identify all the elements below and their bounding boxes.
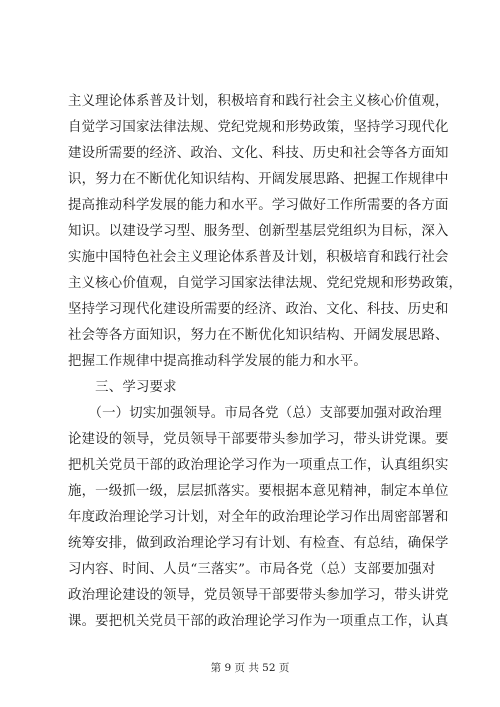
section-heading: 三、学习要求	[68, 380, 177, 395]
body-text-line: 主义理论体系普及计划，积极培育和践行社会主义核心价值观，	[68, 94, 449, 109]
body-text-line: 主义核心价值观，自觉学习国家法律法规、党纪党规和形势政策，	[68, 276, 463, 291]
body-text-line: 社会等各方面知识，努力在不断优化知识结构、开阔发展思路、	[68, 328, 449, 343]
body-text-line: 自觉学习国家法律法规、党纪党规和形势政策，坚持学习现代化	[68, 120, 449, 135]
body-text-line: 建设所需要的经济、政治、文化、科技、历史和社会等各方面知	[68, 146, 449, 161]
body-text-line: 把机关党员干部的政治理论学习作为一项重点工作，认真组织实	[68, 458, 449, 473]
body-text-line: （一）切实加强领导。市局各党（总）支部要加强对政治理	[68, 406, 442, 421]
body-text-line: 习内容、时间、人员“三落实”。市局各党（总）支部要加强对	[68, 562, 436, 577]
body-text-line: 把握工作规律中提高推动科学发展的能力和水平。	[68, 354, 367, 369]
body-text-line: 课。要把机关党员干部的政治理论学习作为一项重点工作，认真	[68, 614, 449, 629]
body-text-line: 知识。以建设学习型、服务型、创新型基层党组织为目标，深入	[68, 224, 449, 239]
body-text-line: 坚持学习现代化建设所需要的经济、政治、文化、科技、历史和	[68, 302, 449, 317]
body-text-line: 提高推动科学发展的能力和水平。学习做好工作所需要的各方面	[68, 198, 449, 213]
body-text-line: 论建设的领导，党员领导干部要带头参加学习，带头讲党课。要	[68, 432, 449, 447]
body-text-line: 识，努力在不断优化知识结构、开阔发展思路、把握工作规律中	[68, 172, 449, 187]
body-text-line: 实施中国特色社会主义理论体系普及计划，积极培育和践行社会	[68, 250, 449, 265]
body-text-line: 年度政治理论学习计划，对全年的政治理论学习作出周密部署和	[68, 510, 449, 525]
body-text-line: 政治理论建设的领导，党员领导干部要带头参加学习，带头讲党	[68, 588, 449, 603]
body-text-line: 施，一级抓一级，层层抓落实。要根据本意见精神，制定本单位	[68, 484, 449, 499]
body-text-line: 统筹安排，做到政治理论学习有计划、有检查、有总结，确保学	[68, 536, 449, 551]
page-number-footer: 第 9 页 共 52 页	[210, 662, 290, 674]
